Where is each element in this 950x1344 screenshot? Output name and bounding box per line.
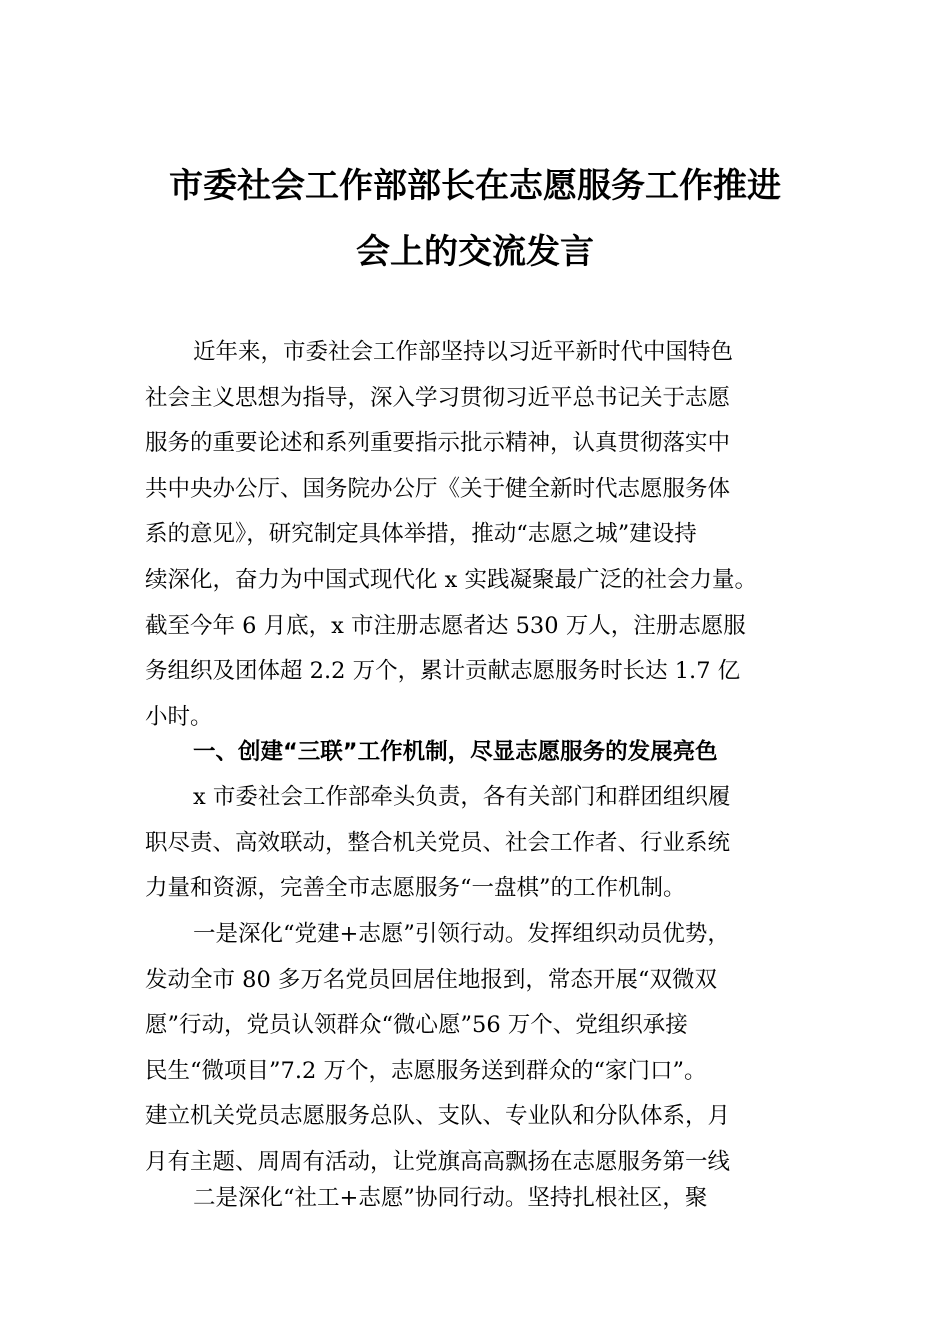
paragraph-line: 职尽责、高效联动，整合机关党员、社会工作者、行业系统 (145, 829, 731, 856)
paragraph-line: 共中央办公厅、国务院办公厅《关于健全新时代志愿服务体 (145, 475, 731, 502)
paragraph-line: 近年来，市委社会工作部坚持以习近平新时代中国特色 (193, 339, 734, 365)
paragraph-line: x 市委社会工作部牵头负责，各有关部门和群团组织履 (193, 784, 731, 810)
section-heading-1 (145, 730, 815, 775)
paragraph-line: 民生“微项目”7.2 万个，志愿服务送到群众的“家门口”。 (145, 1057, 707, 1084)
paragraph-line: 一是深化“党建+志愿”引领行动。发挥组织动员优势， (193, 921, 730, 947)
document-title-line-1: 市委社会工作部部长在志愿服务工作推进 (169, 166, 781, 206)
paragraph-intro (145, 330, 805, 740)
paragraph-line: 发动全市 80 多万名党员回居住地报到，常态开展“双微双 (145, 966, 717, 993)
document-title-line-2: 会上的交流发言 (356, 232, 594, 272)
paragraph-line: 月有主题、周周有活动，让党旗高高飘扬在志愿服务第一线 (145, 1148, 731, 1175)
paragraph-line: 截至今年 6 月底，x 市注册志愿者达 530 万人，注册志愿服 (145, 612, 746, 639)
paragraph-line: 愿”行动，党员认领群众“微心愿”56 万个、党组织承接 (145, 1012, 688, 1039)
paragraph-line: 建立机关党员志愿服务总队、支队、专业队和分队体系，月 (145, 1103, 731, 1130)
paragraph-line: 系的意见》，研究制定具体举措，推动“志愿之城”建设持 (145, 521, 697, 548)
paragraph-mechanism (145, 775, 805, 912)
paragraph-line: 小时。 (145, 703, 213, 730)
paragraph-line: 二是深化“社工+志愿”协同行动。坚持扎根社区，聚 (193, 1185, 708, 1211)
section-heading-text: 一、创建“三联”工作机制，尽显志愿服务的发展亮色 (193, 739, 718, 765)
paragraph-line: 续深化，奋力为中国式现代化 x 实践凝聚最广泛的社会力量。 (145, 566, 757, 593)
paragraph-party-building (145, 912, 805, 1186)
paragraph-line: 力量和资源，完善全市志愿服务“一盘棋”的工作机制。 (145, 875, 686, 902)
paragraph-line: 服务的重要论述和系列重要指示批示精神，认真贯彻落实中 (145, 430, 731, 457)
paragraph-line: 社会主义思想为指导，深入学习贯彻习近平总书记关于志愿 (145, 384, 731, 411)
paragraph-social-work (145, 1176, 805, 1222)
paragraph-line: 务组织及团体超 2.2 万个，累计贡献志愿服务时长达 1.7 亿 (145, 658, 741, 685)
